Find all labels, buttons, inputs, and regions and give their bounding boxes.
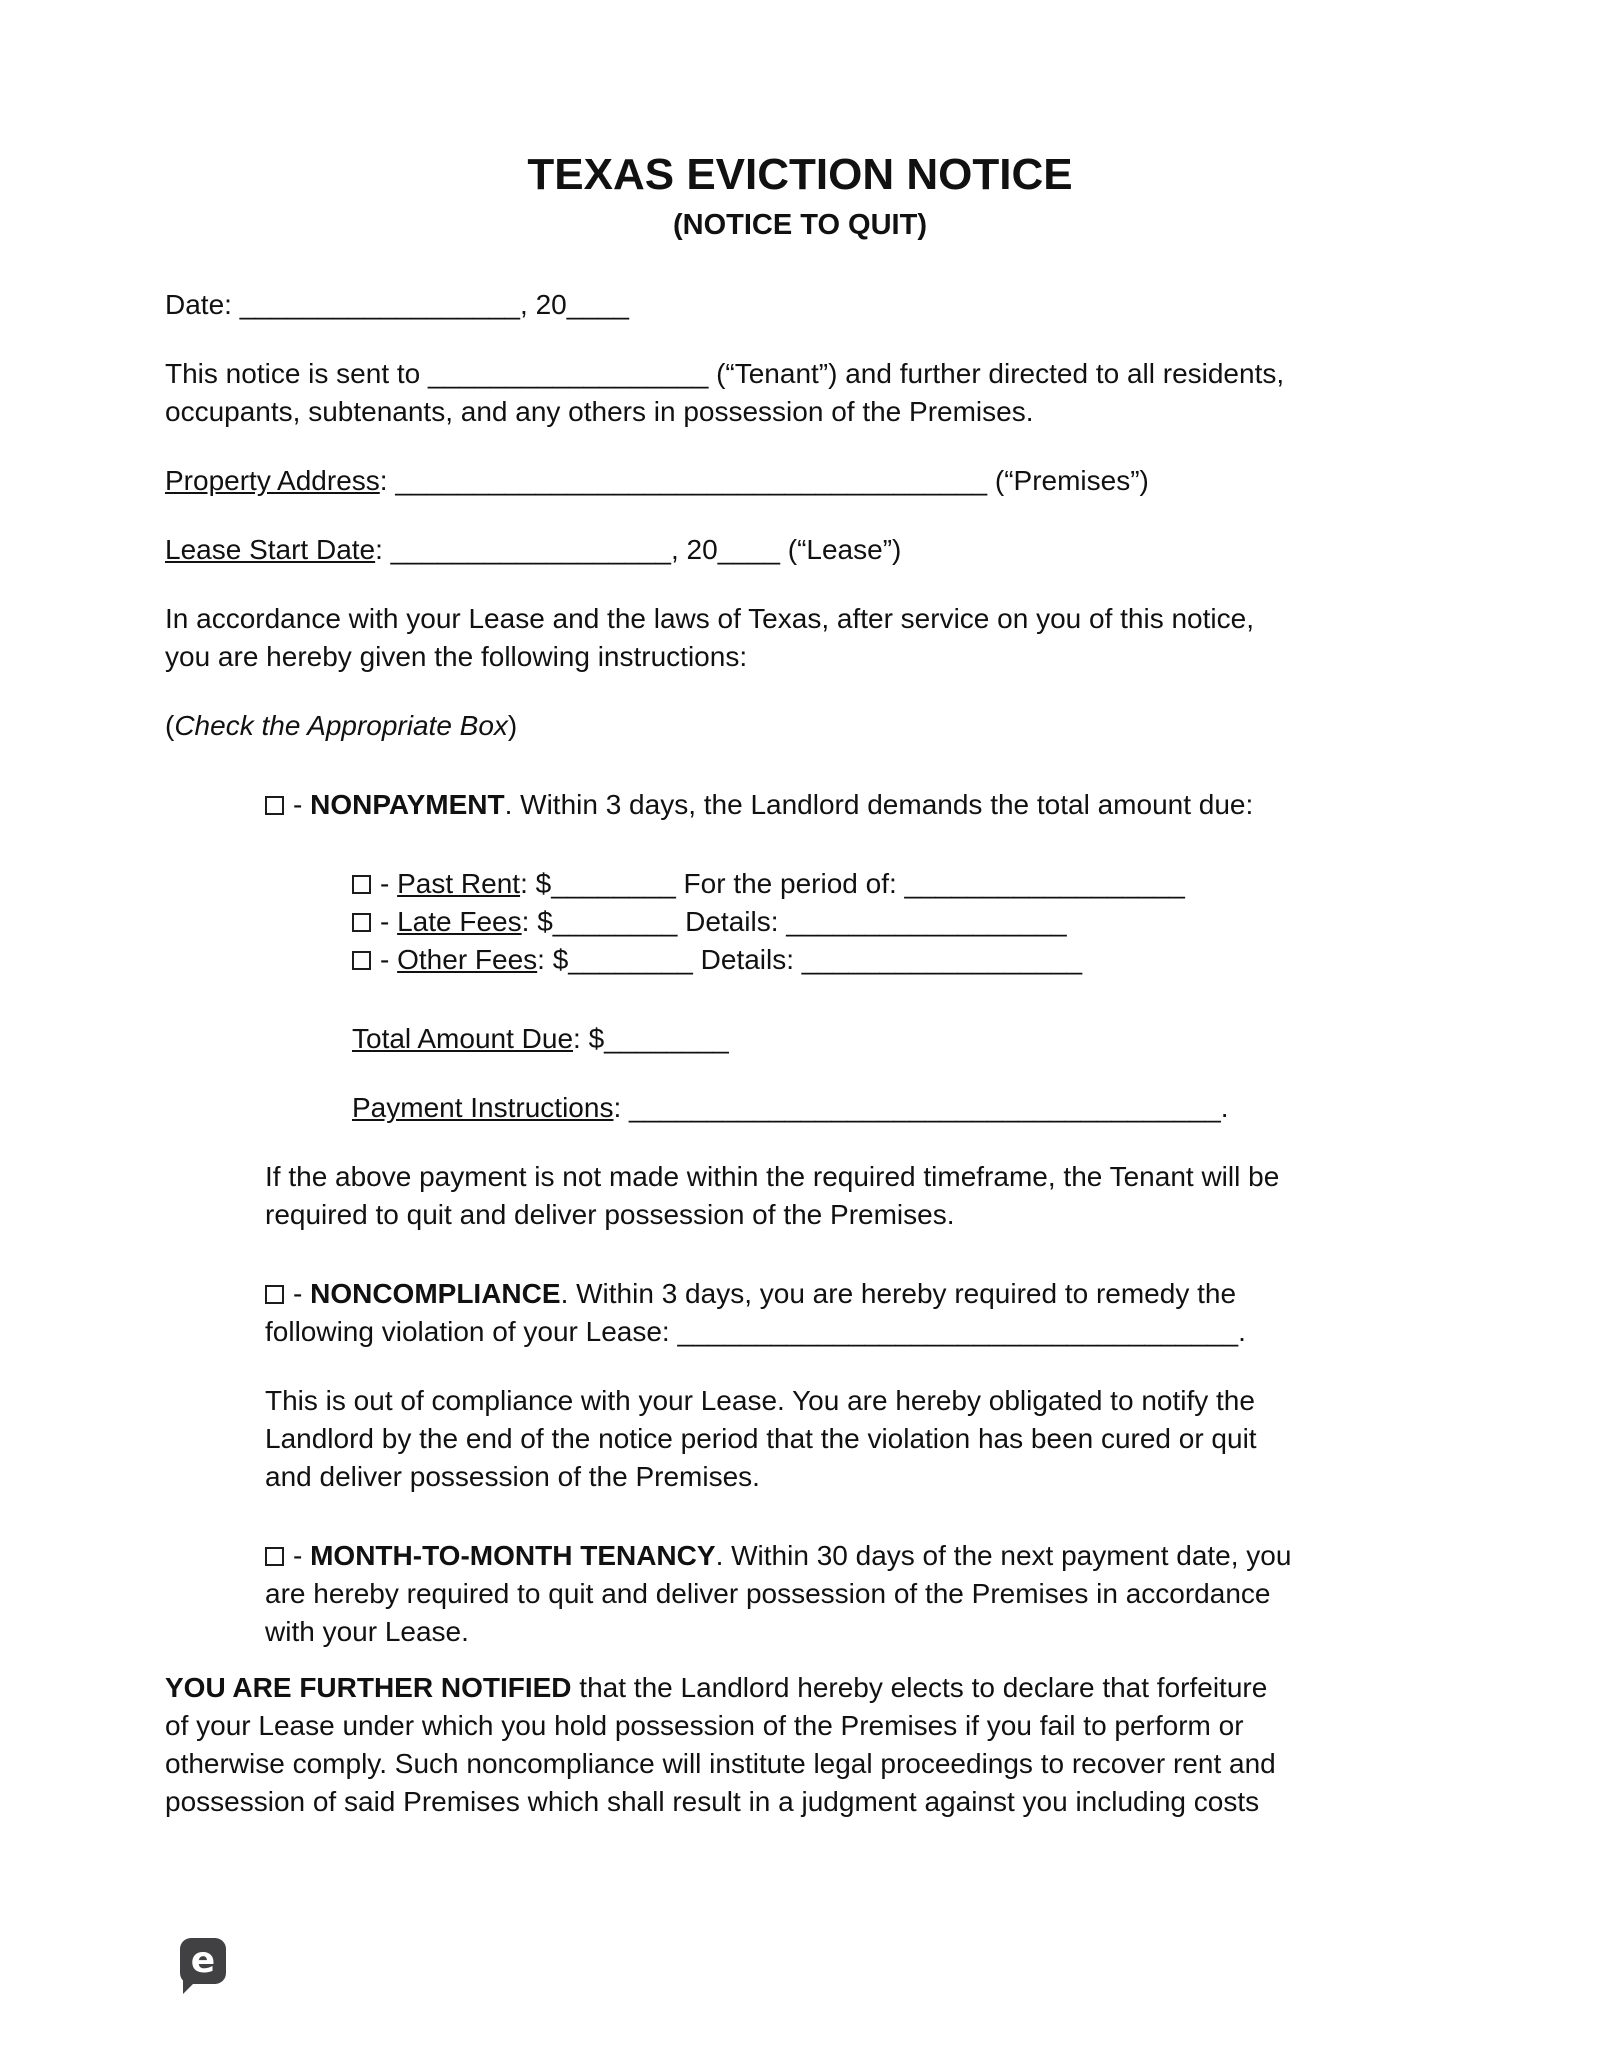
total-amount-due-blank: : $________ [573,1023,729,1054]
month-to-month-label: MONTH-TO-MONTH TENANCY [310,1540,716,1571]
property-address-line [165,462,1435,500]
other-fees-blank: : $________ Details: __________________ [537,944,1083,975]
date-line: Date: __________________, 20____ [165,289,629,320]
document-title: TEXAS EVICTION NOTICE [527,150,1073,199]
other-fees-label: Other Fees [397,944,538,975]
further-notified-line2: of your Lease under which you hold possession of the Premises if you fail to perform or [165,1710,1244,1741]
payment-instructions-line [352,1089,1435,1127]
if-above-line2: required to quit and deliver possession of the Premises. [265,1199,955,1230]
past-rent-label: Past Rent [397,868,521,899]
total-amount-due-line [352,1020,1435,1058]
sent-to-paragraph [165,355,1435,431]
other-fees-line [352,941,1435,979]
past-rent-checkbox[interactable] [352,875,371,894]
month-to-month-dash: - [293,1540,311,1571]
check-appropriate-box-note [165,707,1435,745]
document-subtitle: (NOTICE TO QUIT) [672,209,927,241]
late-fees-dash: - [380,906,398,937]
month-to-month-checkbox[interactable] [265,1547,284,1566]
noncompliance-text-line1: . Within 3 days, you are hereby required to remedy the [560,1278,1237,1309]
past-rent-line [352,865,1435,903]
noncompliance-item [265,1275,1435,1351]
noncompliance-checkbox[interactable] [265,1285,284,1304]
eforms-logo-tail [183,1980,197,1994]
if-above-paragraph [265,1158,1435,1234]
accordance-paragraph [165,600,1435,676]
accordance-line1: In accordance with your Lease and the laws of Texas, after service on you of this notice, [165,603,1254,634]
sent-to-line2: occupants, subtenants, and any others in possession of the Premises. [165,396,1034,427]
lease-start-line [165,531,1435,569]
check-note-close-paren: ) [507,710,518,741]
late-fees-label: Late Fees [397,906,522,937]
other-fees-dash: - [380,944,398,975]
other-fees-checkbox[interactable] [352,951,371,970]
month-to-month-item [265,1537,1435,1651]
lease-start-label: Lease Start Date [165,534,376,565]
eforms-logo [180,1938,228,1996]
further-notified-line4: possession of said Premises which shall result in a judgment against you including costs [165,1786,1260,1817]
late-fees-checkbox[interactable] [352,913,371,932]
if-above-line1: If the above payment is not made within the required timeframe, the Tenant will be [265,1161,1280,1192]
check-note-italic-text: Check the Appropriate Box [174,710,508,741]
fees-list [352,865,1435,979]
late-fees-blank: : $________ Details: __________________ [521,906,1067,937]
further-notified-line1: that the Landlord hereby elects to declare that forfeiture [571,1672,1268,1703]
nonpayment-item [265,786,1435,824]
compliance-note-line3: and deliver possession of the Premises. [265,1461,760,1492]
late-fees-line [352,903,1435,941]
month-to-month-text-line3: with your Lease. [265,1616,469,1647]
noncompliance-label: NONCOMPLIANCE [310,1278,561,1309]
compliance-note-paragraph [265,1382,1435,1496]
further-notified-label: YOU ARE FURTHER NOTIFIED [165,1672,572,1703]
noncompliance-dash: - [293,1278,311,1309]
payment-instructions-label: Payment Instructions [352,1092,614,1123]
past-rent-dash: - [380,868,398,899]
eforms-logo-box [180,1938,226,1984]
noncompliance-text-line2: following violation of your Lease: ____________________________________. [265,1316,1246,1347]
nonpayment-dash: - [293,789,311,820]
sent-to-line1: This notice is sent to __________________ (“Tenant”) and further directed to all residents, [165,358,1285,389]
eforms-logo-letter: e [190,1940,216,1981]
nonpayment-label: NONPAYMENT [310,789,505,820]
nonpayment-text: . Within 3 days, the Landlord demands the total amount due: [504,789,1254,820]
total-amount-due-label: Total Amount Due [352,1023,574,1054]
further-notified-line3: otherwise comply. Such noncompliance will institute legal proceedings to recover rent and [165,1748,1276,1779]
month-to-month-text-line2: are hereby required to quit and deliver possession of the Premises in accordance [265,1578,1271,1609]
month-to-month-text-line1: . Within 30 days of the next payment date, you [715,1540,1292,1571]
past-rent-blank: : $________ For the period of: __________________ [520,868,1185,899]
lease-start-blank: : __________________, 20____ (“Lease”) [375,534,902,565]
nonpayment-checkbox[interactable] [265,796,284,815]
compliance-note-line2: Landlord by the end of the notice period that the violation has been cured or quit [265,1423,1257,1454]
check-note-open-paren: ( [165,710,175,741]
payment-instructions-blank: : ______________________________________. [613,1092,1229,1123]
compliance-note-line1: This is out of compliance with your Lease. You are hereby obligated to notify the [265,1385,1255,1416]
property-address-label: Property Address [165,465,380,496]
property-address-blank: : ______________________________________ (“Premises”) [379,465,1149,496]
further-notified-paragraph [165,1669,1435,1821]
accordance-line2: you are hereby given the following instructions: [165,641,748,672]
